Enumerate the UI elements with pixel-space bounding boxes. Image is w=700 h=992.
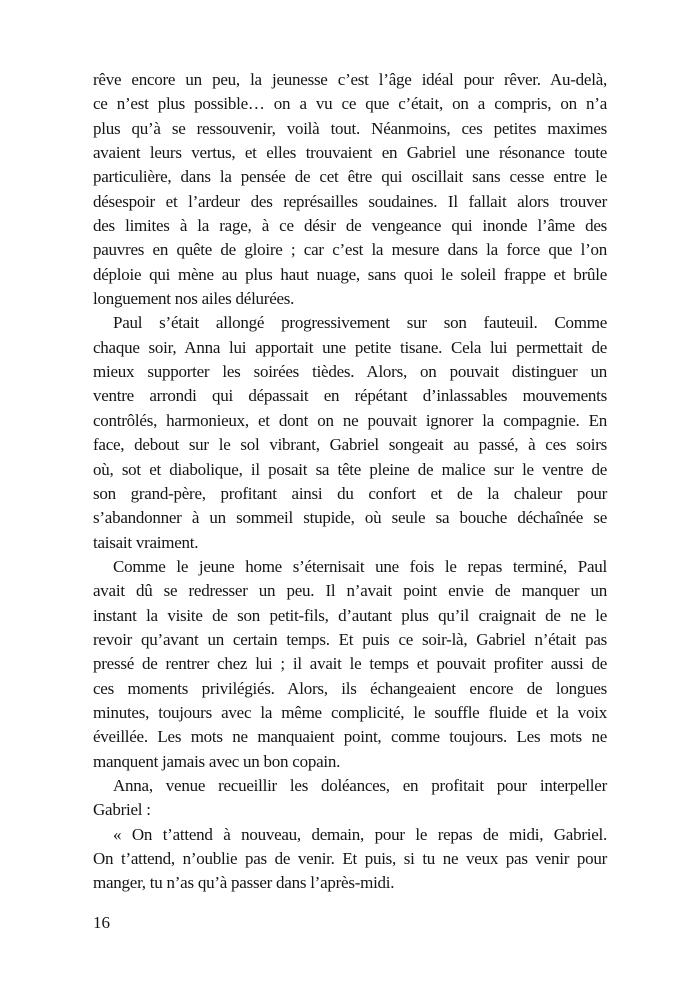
text-line: des limites à la rage, à ce désir de vengeance qui inonde l’âme des [93,216,607,236]
text-line: manger, tu n’as qu’à passer dans l’après-midi. [93,873,395,893]
text-line: désespoir et l’ardeur des représailles soudaines. Il fallait alors trouver [93,191,607,211]
text-line: s’abandonner à un sommeil stupide, où seule sa bouche déchaînée se [93,508,607,528]
page-number: 16 [93,913,110,932]
text-line: face, debout sur le sol vibrant, Gabriel songeait au passé, à ces soirs [93,435,607,455]
page-text [93,68,607,896]
text-line: pressé de rentrer chez lui ; il avait le temps et pouvait profiter aussi de [93,654,607,674]
text-line: ventre arrondi qui dépassait en répétant d’inlassables mouvements [93,386,607,406]
text-line: Paul s’était allongé progressivement sur son fauteuil. Comme [113,313,607,333]
text-line: déploie qui mène au plus haut nuage, sans quoi le soleil frappe et brûle [93,264,607,284]
text-line: pauvres en quête de gloire ; car c’est la mesure dans la force que l’on [93,240,607,260]
text-line: avait dû se redresser un peu. Il n’avait point envie de manquer un [93,581,607,601]
text-line: avaient leurs vertus, et elles trouvaient en Gabriel une résonance toute [93,143,607,163]
paragraph [93,68,607,311]
text-line: Gabriel : [93,800,151,820]
text-line: Anna, venue recueillir les doléances, en profitait pour interpeller [113,775,607,795]
text-line: taisait vraiment. [93,532,199,552]
text-line: où, sot et diabolique, il posait sa tête pleine de malice sur le ventre de [93,459,607,479]
text-line: rêve encore un peu, la jeunesse c’est l’âge idéal pour rêver. Au-delà, [93,70,607,89]
text-line: ces moments privilégiés. Alors, ils échangeaient encore de longues [93,678,607,698]
text-line: revoir qu’avant un certain temps. Et puis ce soir-là, Gabriel n’était pas [93,629,607,649]
text-line: plus qu’à se ressouvenir, voilà tout. Néanmoins, ces petites maximes [93,118,607,138]
text-line: manquent jamais avec un bon copain. [93,751,341,771]
paragraph [93,823,607,896]
text-line: minutes, toujours avec la même complicité, le souffle fluide et la voix [93,702,607,722]
text-line: son grand-père, profitant ainsi du confort et de la chaleur pour [93,483,607,503]
text-line: chaque soir, Anna lui apportait une petite tisane. Cela lui permettait de [93,337,607,357]
paragraph [93,774,607,823]
paragraph [93,555,607,774]
paragraph [93,311,607,554]
text-line: « On t’attend à nouveau, demain, pour le repas de midi, Gabriel. [113,824,607,844]
text-line: On t’attend, n’oublie pas de venir. Et puis, si tu ne veux pas venir pour [93,849,607,868]
text-line: éveillée. Les mots ne manquaient point, comme toujours. Les mots ne [93,727,607,747]
text-line: contrôlés, harmonieux, et dont on ne pouvait ignorer la compagnie. En [93,410,607,430]
text-line: mieux supporter les soirées tièdes. Alors, on pouvait distinguer un [93,362,607,382]
text-line: instant la visite de son petit-fils, d’autant plus qu’il craignait de ne le [93,605,607,625]
text-line: Comme le jeune home s’éternisait une fois le repas terminé, Paul [113,556,607,576]
text-line: longuement nos ailes délurées. [93,289,295,309]
text-line: particulière, dans la pensée de cet être qui oscillait sans cesse entre le [93,167,607,187]
text-line: ce n’est plus possible… on a vu ce que c’était, on a compris, on n’a [93,94,607,114]
